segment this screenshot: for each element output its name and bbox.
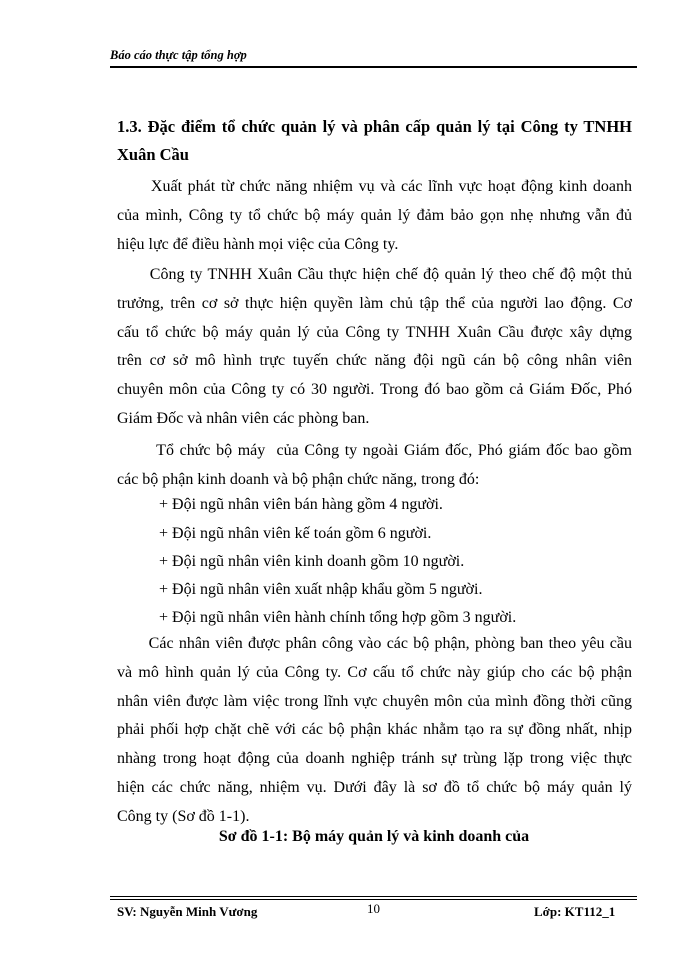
header-divider (110, 66, 637, 68)
list-item: + Đội ngũ nhân viên kinh doanh gồm 10 người. (159, 553, 465, 570)
paragraph-4-line-5: nhàng trong hoạt động của doanh nghiệp tránh sự trùng lặp trong việc thực (117, 750, 632, 768)
list-item: + Đội ngũ nhân viên kế toán gồm 6 người. (159, 525, 432, 542)
footer-class: Lớp: KT112_1 (534, 904, 616, 919)
paragraph-3-line-1: Tổ chức bộ máy của Công ty ngoài Giám đốc, Phó giám đốc bao gồm (117, 442, 632, 459)
paragraph-2-line-3: cấu tổ chức bộ máy quản lý của Công ty TNHH Xuân Cầu được xây dựng (117, 323, 632, 341)
paragraph-3 (117, 437, 632, 495)
list-item: + Đội ngũ nhân viên xuất nhập khẩu gồm 5 người. (159, 581, 483, 598)
paragraph-2-line-6: Giám Đốc và nhân viên các phòng ban. (117, 409, 370, 427)
paragraph-2-line-1: Công ty TNHH Xuân Cầu thực hiện chế độ quản lý theo chế độ một thủ (117, 266, 632, 283)
section-heading-line-1: 1.3. Đặc điểm tổ chức quản lý và phân cấp quản lý tại Công ty TNHH (117, 117, 632, 136)
paragraph-4 (117, 630, 632, 832)
paragraph-1-line-3: hiệu lực để điều hành mọi việc của Công ty. (117, 235, 399, 253)
paragraph-3-line-2: các bộ phận kinh doanh và bộ phận chức năng, trong đó: (117, 470, 480, 488)
footer-divider-top (110, 896, 637, 897)
paragraph-4-line-2: và mô hình quản lý của Công ty. Cơ cấu tổ chức này giúp cho các bộ phận (117, 663, 632, 681)
footer-page-number: 10 (367, 901, 380, 916)
paragraph-1-line-1: Xuất phát từ chức năng nhiệm vụ và các lĩnh vực hoạt động kinh doanh (117, 178, 632, 195)
section-heading-line-2: Xuân Cầu (117, 145, 189, 164)
running-header: Báo cáo thực tập tổng hợp (110, 48, 247, 62)
footer-student-name: SV: Nguyễn Minh Vương (117, 904, 258, 919)
paragraph-4-line-1: Các nhân viên được phân công vào các bộ phận, phòng ban theo yêu cầu (117, 635, 632, 652)
diagram-caption: Sơ đồ 1-1: Bộ máy quản lý và kinh doanh của (218, 828, 530, 845)
paragraph-2 (117, 261, 632, 434)
paragraph-4-line-6: hiện các chức năng, nhiệm vụ. Dưới đây là sơ đồ tổ chức bộ máy quản lý (117, 778, 632, 796)
paragraph-4-line-7: Công ty (Sơ đồ 1-1). (117, 807, 250, 825)
section-heading (117, 113, 632, 169)
paragraph-4-line-4: phải phối hợp chặt chẽ với các bộ phận khác nhằm tạo ra sự đồng nhất, nhịp (117, 721, 632, 739)
paragraph-2-line-5: chuyên môn của Công ty có 30 người. Trong đó bao gồm cả Giám Đốc, Phó (117, 381, 632, 399)
paragraph-1 (117, 173, 632, 259)
list-item: + Đội ngũ nhân viên hành chính tổng hợp gồm 3 người. (159, 609, 517, 626)
paragraph-1-line-2: của mình, Công ty tổ chức bộ máy quản lý đảm bảo gọn nhẹ nhưng vẫn đủ (117, 206, 632, 224)
paragraph-4-line-3: nhân viên được làm việc trong lĩnh vực chuyên môn của mình đồng thời cũng (117, 692, 632, 710)
paragraph-2-line-2: trưởng, trên cơ sở thực hiện quyền làm chủ tập thể của người lao động. Cơ (117, 294, 632, 312)
list-item: + Đội ngũ nhân viên bán hàng gồm 4 người. (159, 496, 443, 513)
paragraph-2-line-4: trên cơ sở mô hình trực tuyến chức năng đội ngũ cán bộ công nhân viên (117, 352, 632, 370)
footer-divider-bottom (110, 899, 637, 900)
